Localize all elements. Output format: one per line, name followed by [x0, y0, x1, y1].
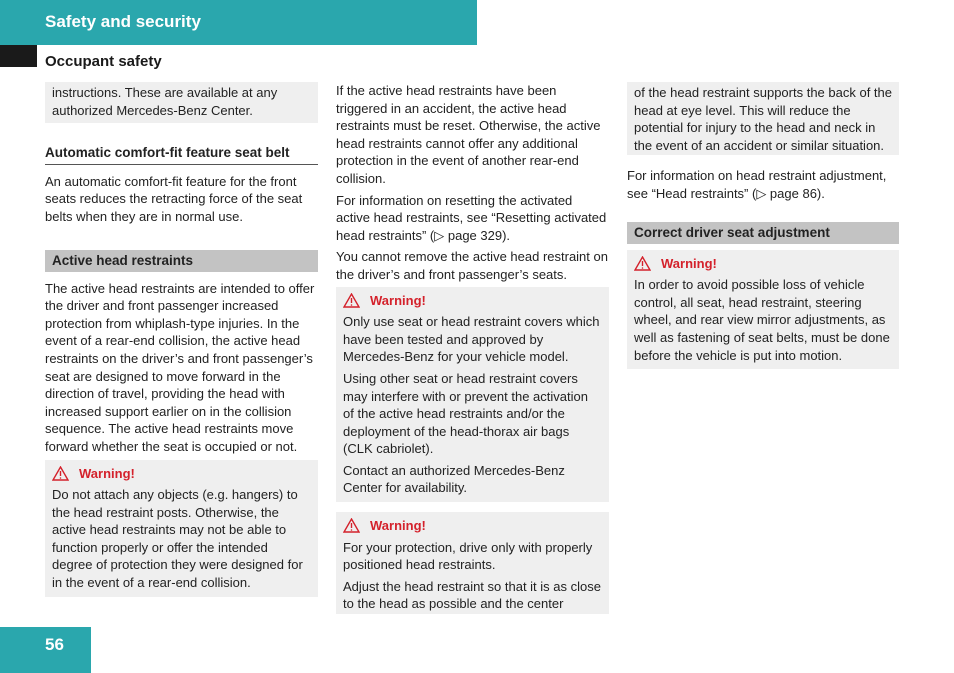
page-number-tab: [0, 627, 91, 673]
warning-heading: [634, 255, 892, 273]
warning-box-positioning: [336, 512, 609, 614]
warning-box: [45, 460, 318, 597]
continued-warning-box: [627, 82, 899, 155]
warning-label: Warning!: [370, 518, 426, 534]
warning-triangle-icon: [343, 518, 360, 533]
chapter-title: Safety and security: [45, 12, 201, 31]
warning-text: Using other seat or head restraint covers may interfere with or prevent the activation of the active head restraints and/or the deployment of the head-thorax air bags (CLK cabriolet).: [343, 370, 588, 457]
column-3: [627, 82, 899, 369]
header-bar: [0, 0, 477, 45]
warning-heading: [343, 292, 602, 310]
warning-triangle-icon: [634, 256, 651, 271]
reset-reference-text: For information on resetting the activated active head restraints, see “Resetting activated head restraints” (▷ page 329).: [336, 192, 607, 243]
warning-text: Contact an authorized Mercedes-Benz Center for availability.: [343, 462, 565, 496]
warning-triangle-icon: [52, 466, 69, 481]
warning-text: In order to avoid possible loss of vehicle control, all seat, head restraint, steering wheel, and rear view mirror adjustments, as well as fastening of seat belts, must be done before the vehicle is put into motion.: [634, 277, 890, 363]
reset-text: If the active head restraints have been triggered in an accident, the active head restraints must be reset. Otherwise, the active head restraints cannot offer any additional protection in the event of another rear-end collision.: [336, 83, 601, 186]
warning-text: Only use seat or head restraint covers which have been tested and approved by Mercedes-Benz for your vehicle model.: [343, 314, 600, 365]
section-marker: [0, 45, 37, 67]
warning-label: Warning!: [370, 292, 426, 308]
warning-label: Warning!: [79, 465, 135, 481]
page-number: 56: [45, 635, 64, 654]
column-2: [336, 82, 609, 614]
removal-text: You cannot remove the active head restraint on the driver’s and front passenger’s seats.: [336, 249, 608, 282]
warning-heading: [343, 517, 602, 535]
comfort-fit-text: An automatic comfort-fit feature for the front seats reduces the retracting force of the seat belts when they are in normal use.: [45, 173, 303, 224]
section-title: Occupant safety: [45, 53, 162, 70]
continued-text: instructions. These are available at any authorized Mercedes-Benz Center.: [52, 85, 278, 118]
warning-triangle-icon: [343, 293, 360, 308]
warning-label: Warning!: [661, 255, 717, 271]
active-head-restraints-text: The active head restraints are intended to offer the driver and front passenger increased protection from whiplash-type injuries. In the event of a rear-end collision, the active head restraints on the driver’s and front passenger’s seat are designed to move forward in the direction of travel, providing the head with increased support earlier on in the collision sequence. The active head restraints move forward whether the seat is occupied or not.: [45, 280, 315, 454]
continued-warning-box: [45, 82, 318, 123]
warning-text: For your protection, drive only with properly positioned head restraints.: [343, 539, 593, 573]
comfort-fit-heading: Automatic comfort-fit feature seat belt: [45, 144, 318, 165]
continued-text: of the head restraint supports the back of the head at eye level. This will reduce the potential for injury to the head and neck in the event of an accident or similar situation.: [634, 85, 892, 153]
warning-heading: [52, 465, 311, 483]
correct-driver-seat-heading: Correct driver seat adjustment: [627, 222, 899, 244]
active-head-restraints-heading: Active head restraints: [45, 250, 318, 272]
warning-box: [627, 250, 899, 370]
warning-box-covers: [336, 287, 609, 503]
warning-text: Do not attach any objects (e.g. hangers) to the head restraint posts. Otherwise, the active head restraints may not be able to function properly or offer the intended degree of protection they were designed for in the event of a rear-end collision.: [52, 487, 303, 591]
column-1: [45, 82, 318, 597]
warning-text: Adjust the head restraint so that it is as close to the head as possible and the center: [343, 578, 601, 612]
adjustment-reference-text: For information on head restraint adjustment, see “Head restraints” (▷ page 86).: [627, 168, 887, 201]
